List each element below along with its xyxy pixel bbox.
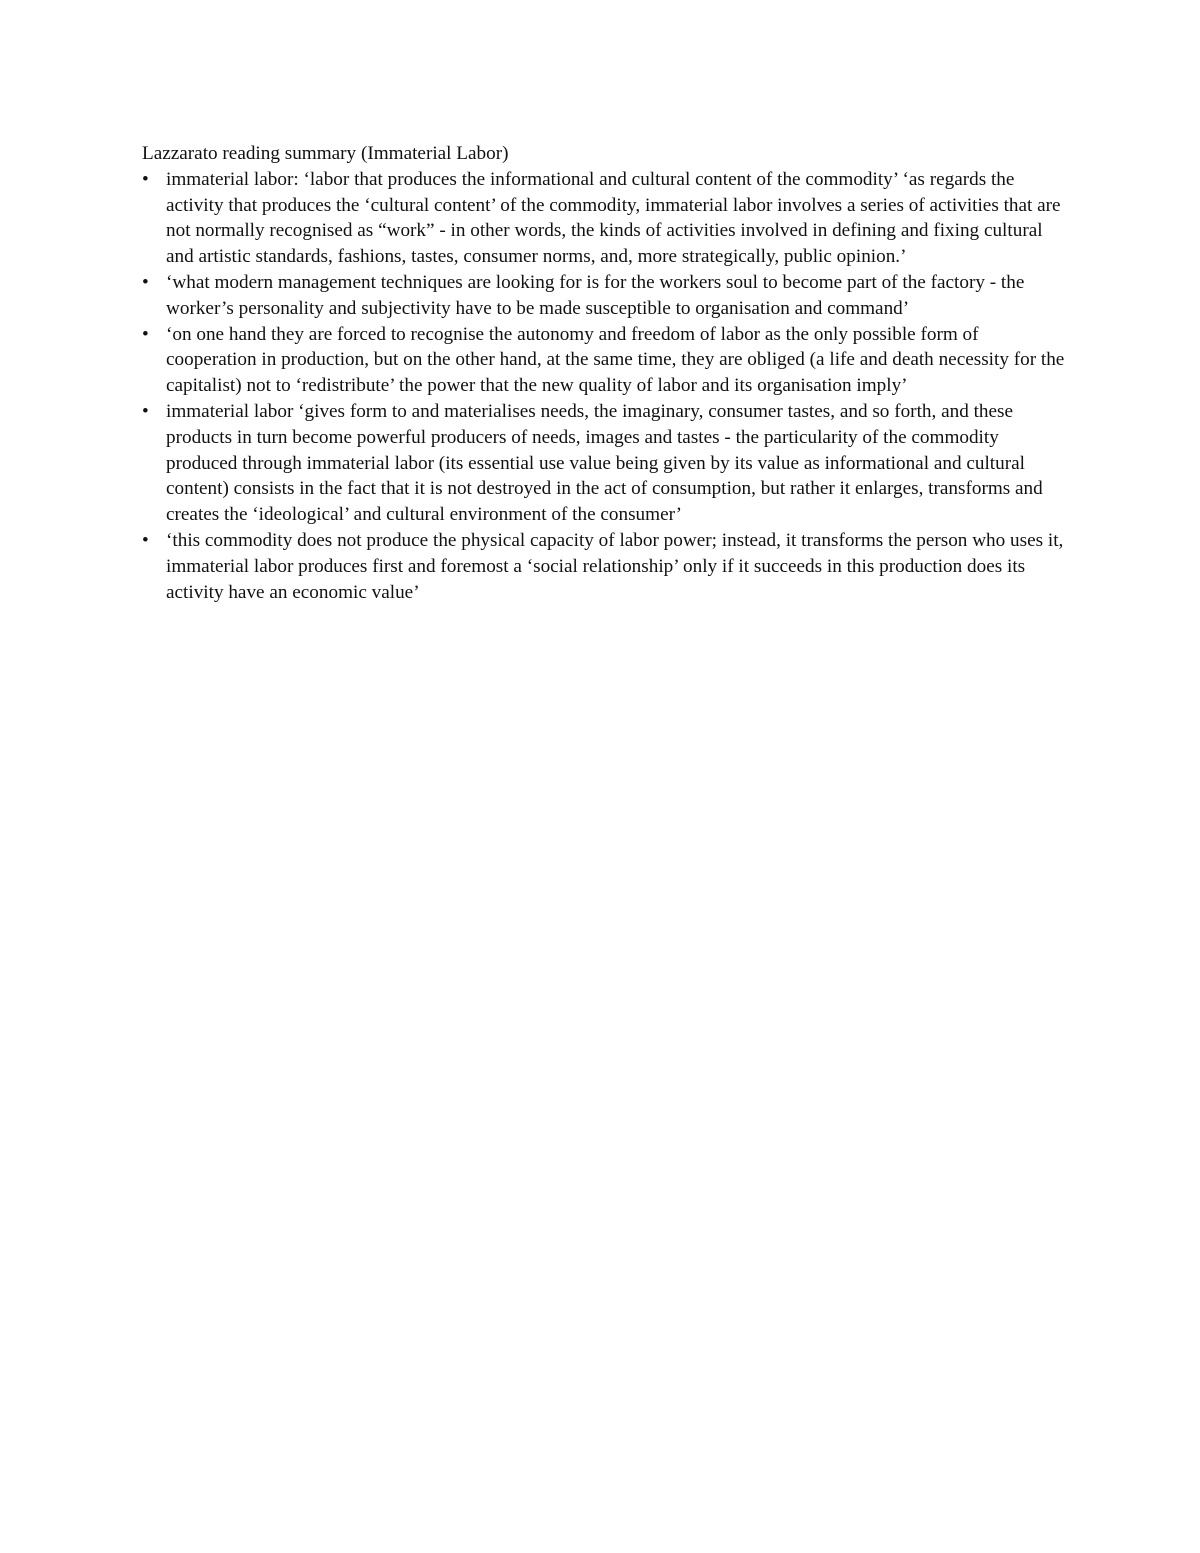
list-item: [142, 322, 1072, 399]
document-title: Lazzarato reading summary (Immaterial Labor): [142, 143, 509, 164]
document-body: [142, 141, 1072, 605]
list-item: [142, 167, 1072, 270]
bullet-text: ‘this commodity does not produce the physical capacity of labor power; instead, it transforms the person who uses it, immaterial labor produces first and foremost a ‘social relationship’ only if it succeeds in this production does its activity have an economic value’: [166, 529, 1064, 603]
bullet-icon: •: [142, 323, 149, 345]
bullet-icon: •: [142, 271, 149, 293]
bullet-icon: •: [142, 400, 149, 422]
bullet-icon: •: [142, 529, 149, 551]
list-item: [142, 270, 1072, 322]
bullet-text: immaterial labor: ‘labor that produces the informational and cultural content of the commodity’ ‘as regards the activity that produces the ‘cultural content’ of the commodity, immaterial labor involves a series of activities that are not normally recognised as “work” - in other words, the kinds of activities involved in defining and fixing cultural and artistic standards, fashions, tastes, consumer norms, and, more strategically, public opinion.’: [166, 168, 1061, 268]
list-item: [142, 528, 1072, 605]
bullet-list: [142, 167, 1072, 606]
bullet-icon: •: [142, 168, 149, 190]
bullet-text: ‘what modern management techniques are looking for is for the workers soul to become part of the factory - the worker’s personality and subjectivity have to be made susceptible to organisation and command’: [166, 271, 1025, 319]
bullet-text: immaterial labor ‘gives form to and materialises needs, the imaginary, consumer tastes, and so forth, and these products in turn become powerful producers of needs, images and tastes - the particularity of the commodity produced through immaterial labor (its essential use value being given by its value as informational and cultural content) consists in the fact that it is not destroyed in the act of consumption, but rather it enlarges, transforms and creates the ‘ideological’ and cultural environment of the consumer’: [166, 400, 1043, 526]
bullet-text: ‘on one hand they are forced to recognise the autonomy and freedom of labor as the only possible form of cooperation in production, but on the other hand, at the same time, they are obliged (a life and death necessity for the capitalist) not to ‘redistribute’ the power that the new quality of labor and its organisation imply’: [166, 323, 1065, 397]
list-item: [142, 399, 1072, 528]
